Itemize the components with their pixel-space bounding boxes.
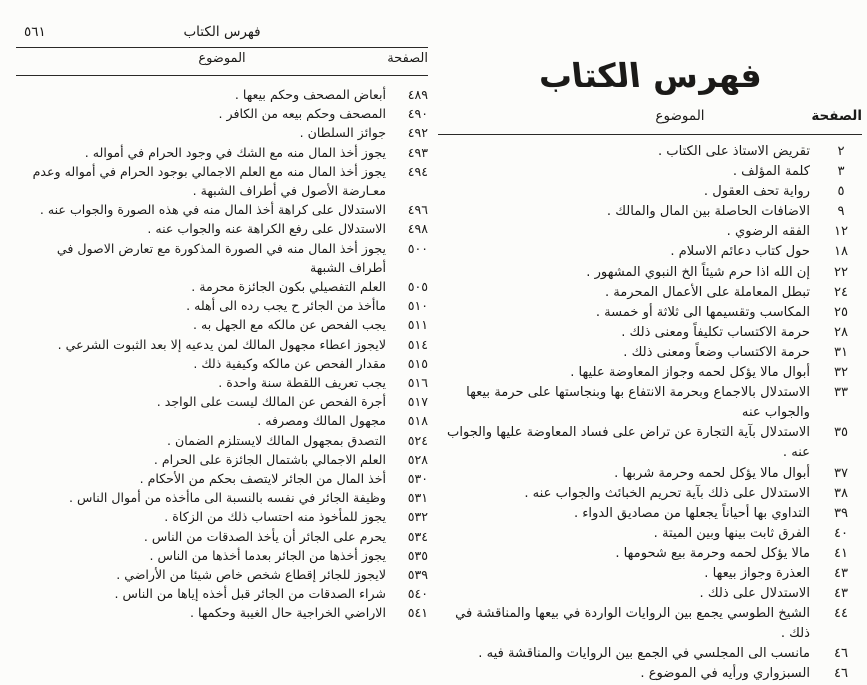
toc-entry — [438, 182, 862, 202]
toc-entry — [16, 162, 428, 200]
entry-subject: يجوز أخذ المال منه مع العلم الاجمالي بوجود الحرام في أمواله وعدم معـارضة الأصول في أطراف الشبهة . — [32, 163, 386, 199]
entry-subject: يجوز للمأخوذ منه احتساب ذلك من الزكاة . — [164, 509, 386, 525]
toc-entry — [16, 315, 428, 334]
entry-subject: يجوز أخذ المال منه مع الشك في وجود الحرام في أمواله . — [84, 144, 386, 160]
entry-page-number: ٣٧ — [833, 465, 849, 481]
right-columns-rule — [438, 134, 862, 135]
entry-subject: الاضافات الحاصلة بين المال والمالك . — [606, 204, 810, 220]
entry-page-number: ٥٣٠ — [407, 471, 428, 487]
entry-page-number: ٥٤٠ — [407, 586, 428, 602]
entry-subject: الاستدلال بالاجماع وبحرمة الانتفاع بها وبنجاستها على حرمة بيعها والجواب عنه — [466, 385, 810, 421]
right-subject-column-header: الموضوع — [655, 108, 705, 124]
entry-subject: الاستدلال على ذلك . — [699, 586, 810, 602]
toc-entry — [16, 335, 428, 354]
right-page — [438, 56, 862, 685]
entry-subject: الفقه الرضوي . — [726, 224, 810, 240]
entry-page-number: ٥٢٨ — [407, 451, 428, 467]
toc-entry — [438, 263, 862, 283]
left-page-column-header: الصفحة — [387, 51, 428, 66]
entry-subject: تبطل المعاملة على الأعمال المحرمة . — [604, 284, 810, 300]
left-page — [16, 24, 428, 623]
entry-subject: أبعاض المصحف وحكم بيعها . — [234, 87, 386, 102]
toc-entry — [438, 303, 862, 323]
left-subject-column-header: الموضوع — [198, 51, 246, 66]
entry-page-number: ٣١ — [833, 344, 849, 360]
entry-subject: لايجوز اعطاء مجهول المالك لمن يدعيه إلا بعد الثبوت الشرعي . — [57, 336, 386, 352]
entry-page-number: ٤٩٨ — [407, 221, 428, 237]
entry-page-number: ٥١٦ — [407, 375, 428, 391]
entry-subject: يجوز أخذها من الجائر بعدما أخذها من الناس . — [149, 547, 386, 563]
toc-entry — [16, 469, 428, 488]
entry-subject: العلم التفصيلي بكون الجائزة محرمة . — [191, 279, 386, 295]
entry-page-number: ٤٩٢ — [407, 125, 428, 141]
entry-page-number: ٢ — [837, 144, 845, 159]
toc-entry — [438, 524, 862, 544]
entry-page-number: ٣٥ — [833, 425, 849, 441]
entry-subject: أبوال مالا يؤكل لحمه وحرمة شربها . — [614, 465, 810, 481]
right-page-column-header: الصفحة — [811, 108, 862, 124]
entry-subject: التداوي بها أحياناً يجعلها من مصاديق الدواء . — [573, 505, 810, 521]
right-toc-entries — [438, 142, 862, 685]
entry-page-number: ٥١٠ — [407, 298, 428, 314]
left-page-number: ٥٦١ — [24, 24, 46, 40]
entry-page-number: ٤٩٦ — [407, 202, 428, 218]
entry-subject: مجهول المالك ومصرفه . — [257, 413, 386, 429]
entry-page-number: ٥١٨ — [407, 413, 428, 429]
entry-page-number: ٤٣ — [833, 586, 849, 602]
toc-entry — [438, 564, 862, 584]
entry-page-number: ٣٨ — [833, 485, 849, 501]
entry-page-number: ٤٠ — [833, 525, 849, 541]
left-columns-rule — [16, 75, 428, 76]
toc-entry — [438, 363, 862, 383]
toc-entry — [16, 450, 428, 469]
entry-page-number: ٥٤١ — [407, 605, 428, 621]
toc-entry — [438, 544, 862, 564]
entry-subject: يحرم على الجائر أن يأخذ الصدقات من الناس . — [143, 528, 386, 544]
entry-subject: المصحف وحكم بيعه من الكافر . — [218, 106, 386, 122]
entry-subject: أبوال مالا يؤكل لحمه وجواز المعاوضة عليها . — [570, 365, 810, 381]
toc-entry — [438, 383, 862, 423]
toc-entry — [16, 85, 428, 104]
toc-entry — [16, 143, 428, 162]
toc-entry — [438, 644, 862, 664]
toc-entry — [16, 507, 428, 526]
toc-entry — [16, 431, 428, 450]
toc-entry — [16, 239, 428, 277]
entry-page-number: ٤٩٣ — [407, 144, 428, 160]
entry-page-number: ٢٥ — [833, 304, 849, 320]
toc-entry — [16, 546, 428, 565]
entry-subject: كلمة المؤلف . — [732, 164, 810, 180]
toc-entry — [438, 323, 862, 343]
entry-page-number: ٩ — [837, 204, 845, 220]
entry-subject: أخذ المال من الجائر لايتصف بحكم من الأحكام . — [139, 471, 386, 487]
toc-entry — [16, 219, 428, 238]
entry-page-number: ٥٣٥ — [407, 547, 428, 563]
entry-subject: يجوز أخذ المال منه في الصورة المذكورة مع تعارض الاصول في أطراف الشبهة — [56, 240, 386, 275]
left-column-headers — [16, 48, 428, 72]
entry-page-number: ٤١ — [833, 545, 849, 561]
entry-page-number: ٥١٤ — [407, 336, 428, 352]
toc-entry — [438, 464, 862, 484]
entry-subject: الاراضي الخراجية حال الغيبة وحكمها . — [189, 605, 386, 621]
entry-page-number: ٥١٥ — [407, 355, 428, 371]
entry-subject: الشيخ الطوسي يجمع بين الروايات الواردة في بيعها والمناقشة في ذلك . — [455, 606, 810, 642]
entry-subject: العذرة وجواز بيعها . — [704, 565, 810, 581]
entry-page-number: ٤٦ — [833, 646, 849, 662]
left-running-head: فهرس الكتاب — [183, 24, 261, 40]
entry-page-number: ٤٩٠ — [407, 106, 428, 122]
entry-page-number: ٢٤ — [833, 284, 849, 300]
entry-subject: أجرة الفحص عن المالك ليست على الواجد . — [156, 394, 386, 410]
entry-subject: الاستدلال على رفع الكراهة عنه والجواب عنه . — [147, 221, 386, 237]
entry-subject: ماأخذ من الجائر ح يجب رده الى أهله . — [186, 298, 386, 314]
entry-subject: مقدار الفحص عن مالكه وكيفية ذلك . — [193, 355, 386, 371]
toc-entry — [438, 222, 862, 242]
entry-subject: الاستدلال على كراهة أخذ المال منه في هذه الصورة والجواب عنه . — [39, 202, 386, 218]
entry-page-number: ٣ — [837, 164, 845, 180]
entry-page-number: ٣٣ — [833, 385, 849, 401]
entry-subject: يجب تعريف اللقطة سنة واحدة . — [218, 375, 386, 391]
toc-entry — [16, 104, 428, 123]
toc-entry — [16, 123, 428, 142]
entry-subject: الاستدلال بآية التجارة عن تراض على فساد المعاوضة عليها والجواب عنه . — [447, 425, 810, 461]
entry-subject: مالا يؤكل لحمه وحرمة بيع شحومها . — [615, 545, 810, 561]
entry-subject: الفرق ثابت بينها وبين الميتة . — [653, 525, 810, 541]
toc-entry — [16, 373, 428, 392]
left-toc-entries — [16, 85, 428, 623]
entry-page-number: ٣٢ — [833, 365, 849, 381]
toc-entry — [16, 411, 428, 430]
toc-entry — [438, 504, 862, 524]
entry-subject: يجب الفحص عن مالكه مع الجهل به . — [192, 317, 386, 333]
toc-entry — [16, 392, 428, 411]
entry-subject: حرمة الاكتساب تكليفاً ومعنى ذلك . — [621, 324, 810, 340]
entry-page-number: ٤٩٤ — [407, 163, 428, 179]
entry-subject: وظيفة الجائر في نفسه بالنسبة الى ماأخذه من أموال الناس . — [69, 490, 386, 506]
entry-subject: حول كتاب دعائم الاسلام . — [670, 244, 810, 260]
entry-page-number: ٥ — [837, 184, 845, 200]
entry-subject: الاستدلال على ذلك بآية تحريم الخبائث والجواب عنه . — [524, 485, 810, 501]
entry-page-number: ٤٣ — [833, 565, 849, 581]
entry-page-number: ٤٤ — [833, 606, 849, 622]
entry-subject: التصدق بمجهول المالك لايستلزم الضمان . — [166, 432, 386, 448]
entry-page-number: ٣٩ — [833, 505, 849, 521]
entry-page-number: ٥٠٠ — [407, 240, 428, 256]
entry-subject: رواية تحف العقول . — [703, 184, 810, 200]
entry-subject: شراء الصدقات من الجائر قبل أخذه إياها من الناس . — [114, 586, 386, 602]
index-title: فهرس الكتاب — [536, 56, 764, 95]
toc-entry — [16, 565, 428, 584]
entry-page-number: ٢٢ — [833, 264, 849, 280]
entry-page-number: ٥١٧ — [407, 394, 428, 410]
toc-entry — [438, 202, 862, 222]
toc-entry — [16, 296, 428, 315]
entry-subject: السبزواري ورأيه في الموضوع . — [640, 666, 810, 682]
toc-entry — [438, 423, 862, 463]
entry-page-number: ٤٦ — [833, 666, 849, 682]
right-column-headers — [438, 105, 862, 131]
toc-entry — [438, 343, 862, 363]
toc-entry — [438, 162, 862, 182]
toc-entry — [16, 584, 428, 603]
toc-entry — [16, 488, 428, 507]
entry-subject: العلم الاجمالي باشتمال الجائزة على الحرام . — [153, 451, 386, 467]
entry-page-number: ٤٨٩ — [407, 87, 428, 102]
entry-subject: إن الله اذا حرم شيئاً الخ النبوي المشهور . — [586, 264, 810, 280]
entry-page-number: ٥٢٤ — [407, 432, 428, 448]
entry-subject: المكاسب وتقسيمها الى ثلاثة أو خمسة . — [595, 304, 810, 320]
toc-entry — [438, 604, 862, 644]
toc-entry — [438, 242, 862, 262]
toc-entry — [16, 603, 428, 622]
entry-page-number: ٥٣٤ — [407, 528, 428, 544]
toc-entry — [438, 484, 862, 504]
entry-page-number: ٢٨ — [833, 324, 849, 340]
entry-subject: لايجوز للجائر إقطاع شخص خاص شيئا من الأراضي . — [116, 567, 386, 583]
entry-page-number: ١٢ — [833, 224, 849, 240]
toc-entry — [16, 527, 428, 546]
entry-page-number: ١٨ — [833, 244, 849, 260]
toc-entry — [16, 354, 428, 373]
entry-subject: حرمة الاكتساب وضعاً ومعنى ذلك . — [623, 344, 810, 360]
toc-entry — [438, 283, 862, 303]
toc-entry — [16, 200, 428, 219]
entry-page-number: ٥٠٥ — [407, 279, 428, 295]
toc-entry — [438, 142, 862, 162]
entry-subject: مانسب الى المجلسي في الجمع بين الروايات والمناقشة فيه . — [478, 646, 810, 662]
toc-entry — [16, 277, 428, 296]
entry-subject: تقريض الاستاذ على الكتاب . — [657, 144, 810, 159]
left-page-header — [16, 24, 428, 44]
entry-page-number: ٥١١ — [407, 317, 428, 333]
toc-entry — [438, 584, 862, 604]
toc-entry — [438, 664, 862, 684]
entry-subject: جوائز السلطان . — [299, 125, 386, 141]
entry-page-number: ٥٣١ — [407, 490, 428, 506]
entry-page-number: ٥٣٢ — [407, 509, 428, 525]
entry-page-number: ٥٣٩ — [407, 567, 428, 583]
